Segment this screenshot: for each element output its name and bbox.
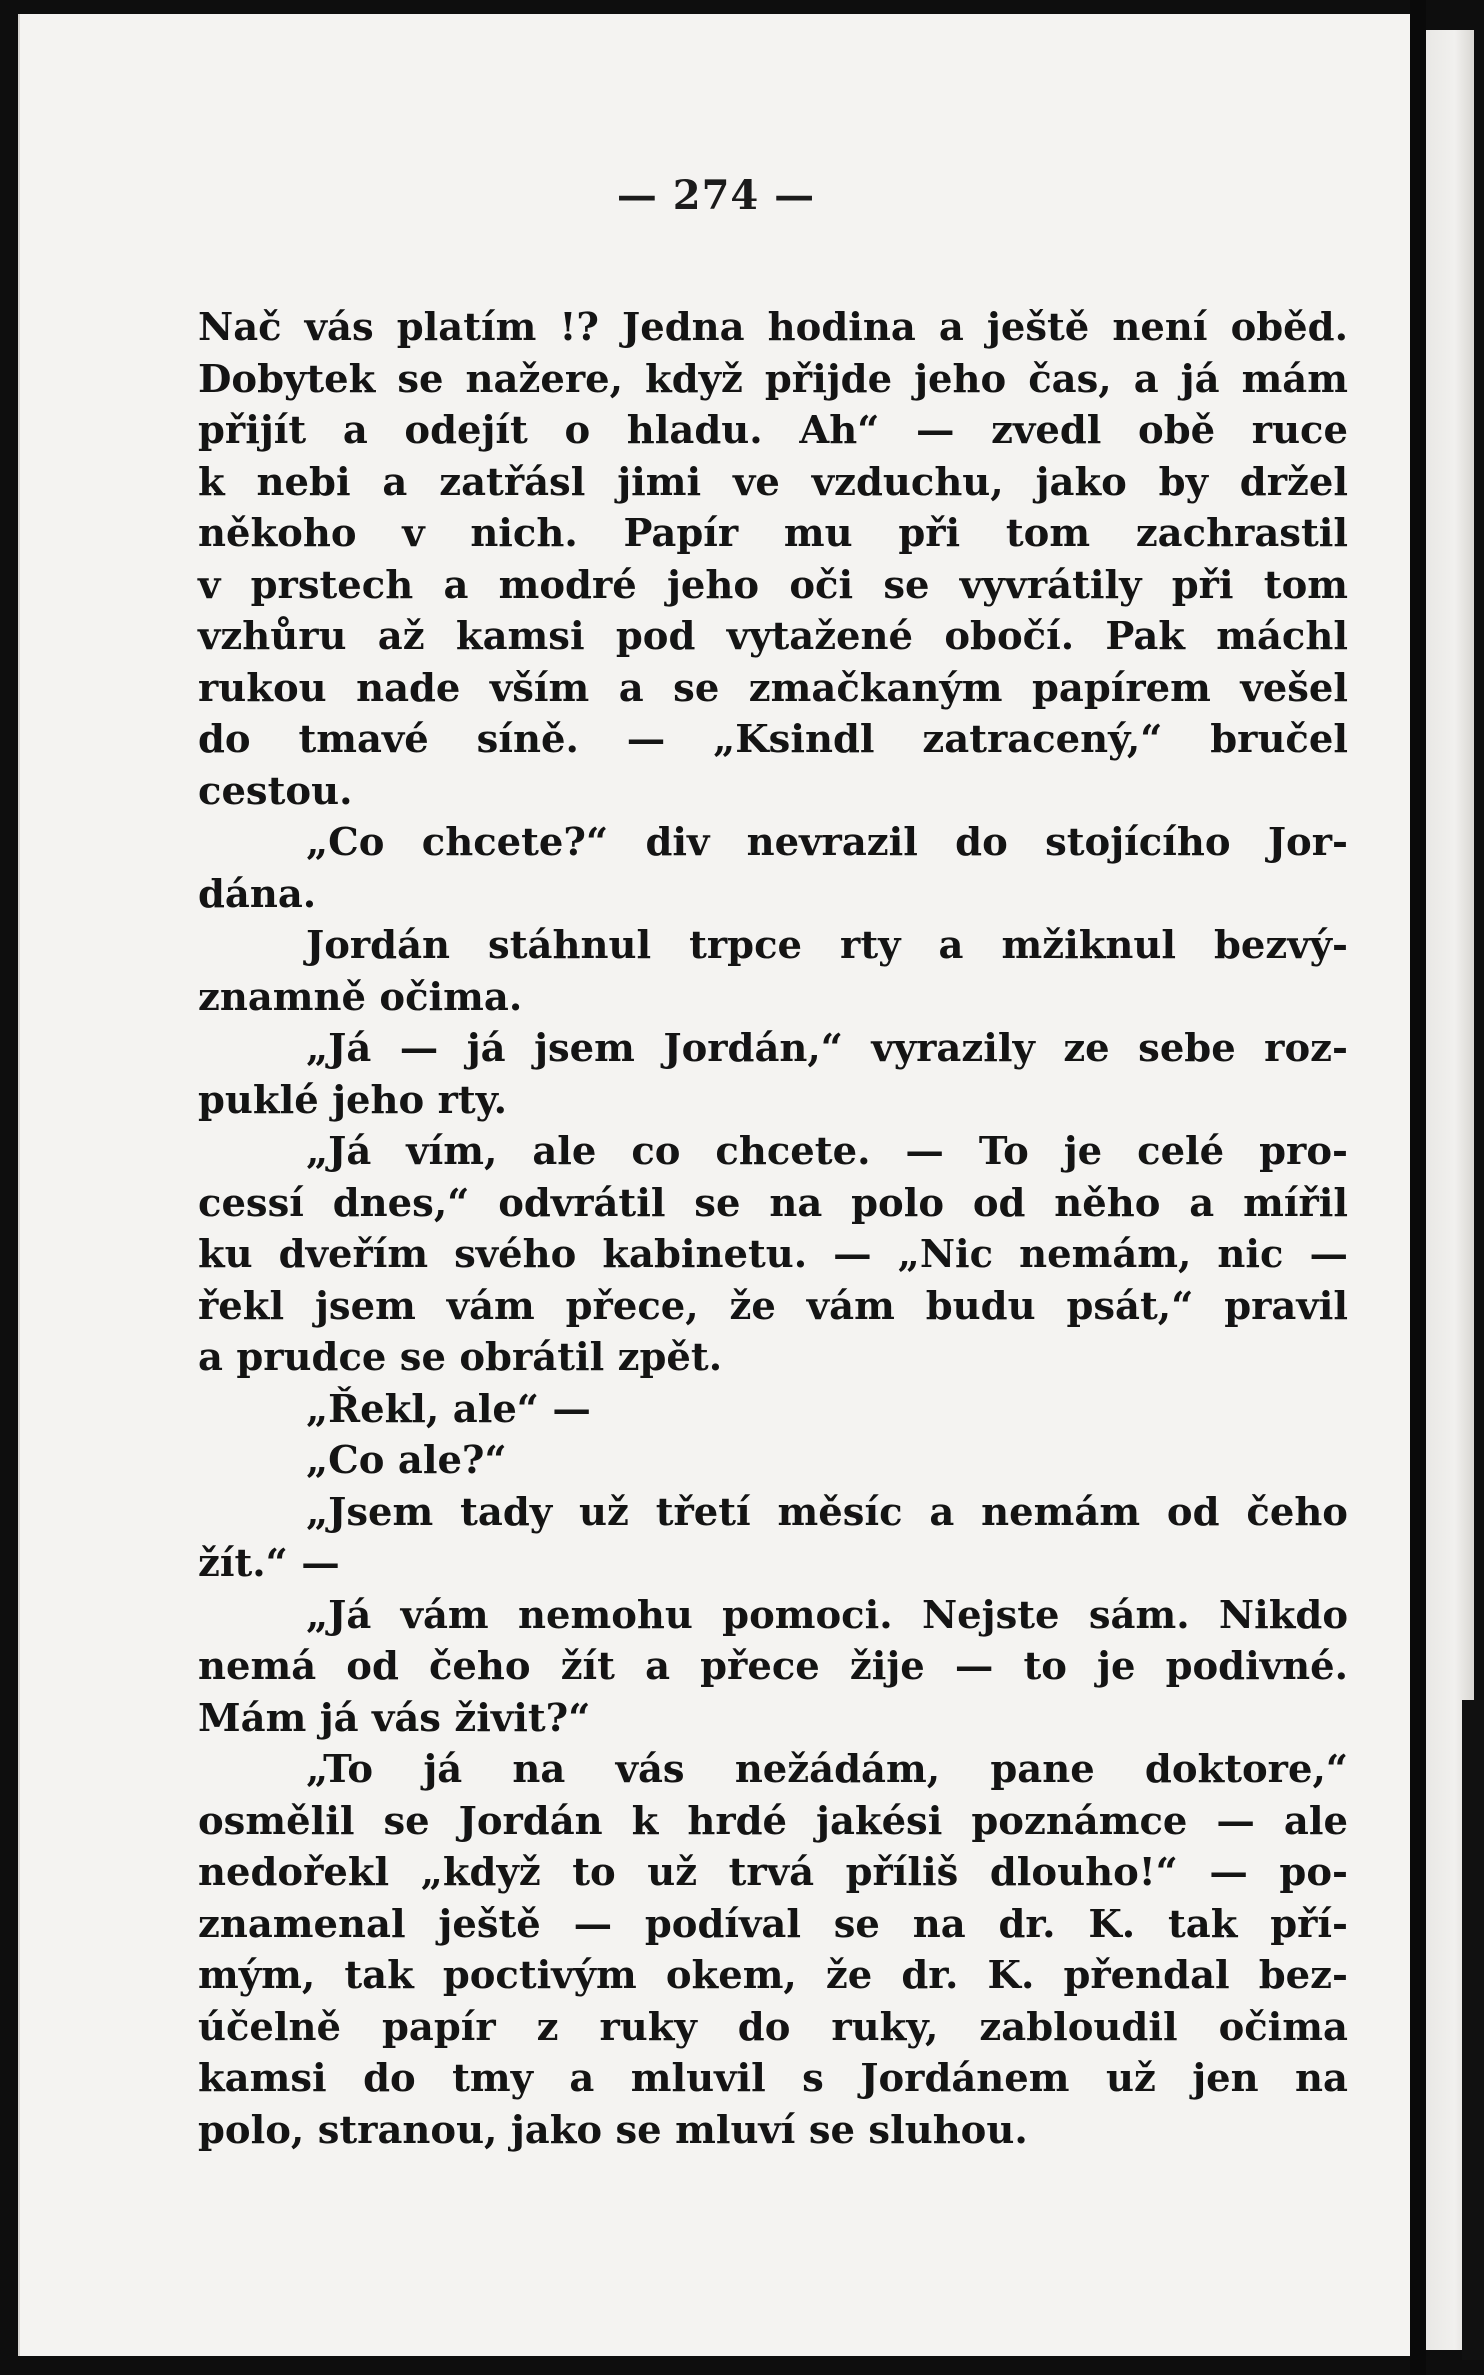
text-line: a prudce se obrátil zpět. <box>198 1335 723 1380</box>
text-line: žít.“ — <box>198 1541 340 1586</box>
text-line: Mám já vás živit?“ <box>198 1695 591 1741</box>
text-line: puklé jeho rty. <box>198 1077 508 1123</box>
text-line: Nač vás platím !? Jedna hodina a ještě není oběd. <box>198 305 1348 350</box>
text-line: nedořekl „když to už trvá příliš dlouho!“ — po- <box>198 1850 1348 1895</box>
text-line: někoho v nich. Papír mu při tom zachrastil <box>198 511 1348 556</box>
text-line: znamenal ještě — podíval se na dr. K. tak pří- <box>198 1901 1348 1947</box>
text-line: „Co ale?“ <box>306 1438 507 1483</box>
scan-border-dark <box>1410 0 1426 2375</box>
page-number: — 274 — <box>616 172 816 219</box>
text-line: rukou nade vším a se zmačkaným papírem vešel <box>198 665 1348 711</box>
text-line: cessí dnes,“ odvrátil se na polo od něho a mířil <box>198 1180 1348 1226</box>
text-line: v prstech a modré jeho oči se vyvrátily při tom <box>198 562 1348 608</box>
text-line: „Řekl, ale“ — <box>306 1386 591 1432</box>
text-line: „Jsem tady už třetí měsíc a nemám od čeho <box>306 1489 1348 1535</box>
text-line: osmělil se Jordán k hrdé jakési poznámce — ale <box>198 1798 1348 1844</box>
text-line: „Já — já jsem Jordán,“ vyrazily ze sebe roz- <box>306 1026 1348 1071</box>
text-line: „To já na vás nežádám, pane doktore,“ <box>306 1747 1348 1792</box>
text-line: mým, tak poctivým okem, že dr. K. přendal bez- <box>198 1953 1348 1998</box>
text-line: kamsi do tmy a mluvil s Jordánem už jen na <box>198 2056 1348 2101</box>
text-line: „Co chcete?“ div nevrazil do stojícího Jor- <box>306 820 1348 865</box>
text-line: „Já vím, ale co chcete. — To je celé pro- <box>306 1129 1348 1174</box>
text-line: nemá od čeho žít a přece žije — to je podivné. <box>198 1644 1348 1689</box>
scan-shadow <box>1462 1700 1484 2360</box>
book-page <box>18 14 1410 2356</box>
text-line: Dobytek se nažere, když přijde jeho čas, a já mám <box>198 356 1348 402</box>
text-line: cestou. <box>198 768 353 814</box>
text-line: znamně očima. <box>198 974 523 1020</box>
text-line: řekl jsem vám přece, že vám budu psát,“ pravil <box>198 1283 1348 1329</box>
text-line: polo, stranou, jako se mluví se sluhou. <box>198 2107 1028 2153</box>
text-line: dána. <box>198 871 317 917</box>
text-line: k nebi a zatřásl jimi ve vzduchu, jako by držel <box>198 459 1348 505</box>
text-line: účelně papír z ruky do ruky, zabloudil očima <box>198 2004 1348 2050</box>
text-line: ku dveřím svého kabinetu. — „Nic nemám, nic — <box>198 1232 1348 1277</box>
body-text <box>198 302 1348 2156</box>
text-line: přijít a odejít o hladu. Ah“ — zvedl obě ruce <box>198 408 1348 453</box>
text-line: „Já vám nemohu pomoci. Nejste sám. Nikdo <box>306 1592 1348 1638</box>
text-line: Jordán stáhnul trpce rty a mžiknul bezvý- <box>306 923 1348 968</box>
text-line: vzhůru až kamsi pod vytažené obočí. Pak máchl <box>198 614 1348 659</box>
text-line: do tmavé síně. — „Ksindl zatracený,“ bručel <box>198 717 1348 762</box>
